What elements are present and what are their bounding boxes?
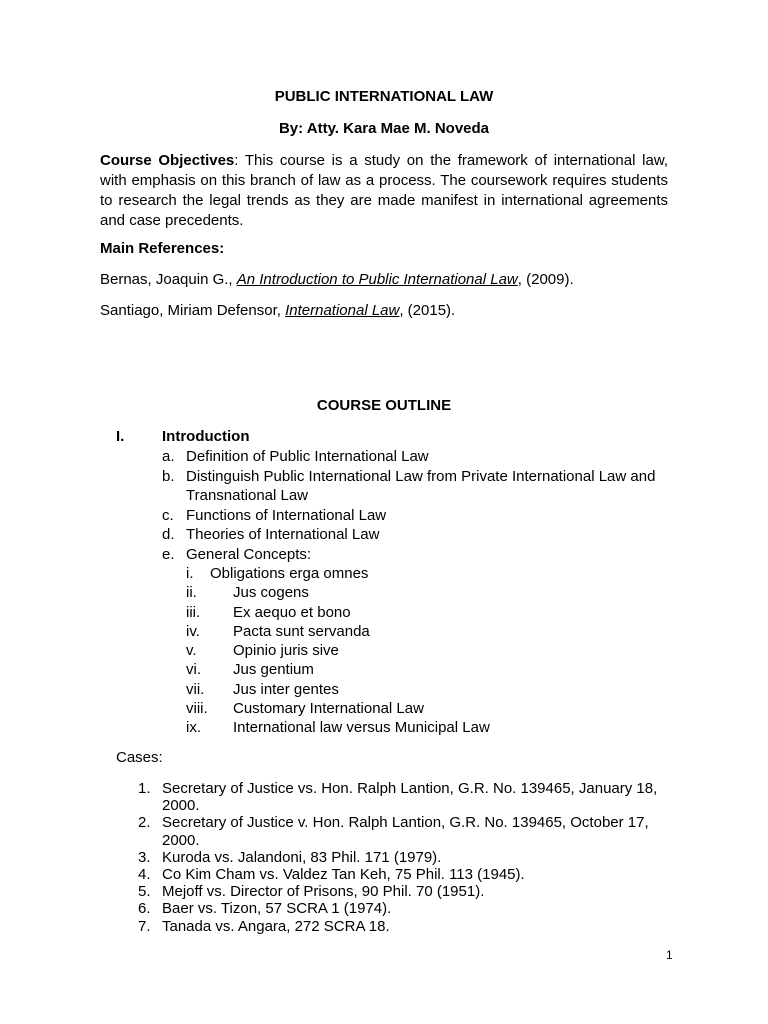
case-number: 3. [138, 848, 151, 866]
outline-marker: e. [162, 545, 175, 563]
cases-list [138, 780, 678, 935]
reference-tail: , (2015). [399, 302, 456, 319]
reference-item [100, 271, 680, 288]
concept-text: Opinio juris sive [233, 642, 339, 660]
case-text: Baer vs. Tizon, 57 SCRA 1 (1974). [162, 900, 392, 918]
concept-item [186, 564, 682, 583]
reference-title: An Introduction to Public International Law [236, 271, 518, 288]
concept-text: Obligations erga omnes [210, 565, 369, 582]
reference-tail: , (2009). [517, 271, 574, 288]
case-text: Secretary of Justice vs. Hon. Ralph Lantion, G.R. No. 139465, January 18, 2000. [162, 780, 658, 815]
concept-text: Jus gentium [233, 661, 314, 679]
concept-marker: viii. [186, 700, 208, 718]
case-item [138, 866, 678, 883]
outline-item [162, 506, 682, 526]
section-number: I. [116, 428, 125, 445]
concept-item [186, 583, 682, 602]
concept-marker: ix. [186, 719, 201, 737]
case-item [138, 883, 678, 900]
section-title: Introduction [162, 428, 250, 445]
outline-text: Functions of International Law [186, 506, 387, 524]
case-text: Secretary of Justice v. Hon. Ralph Lantion, G.R. No. 139465, October 17, 2000. [162, 814, 649, 849]
case-item [138, 918, 678, 935]
concept-item [186, 660, 682, 679]
concept-marker: vii. [186, 680, 205, 698]
outline-marker: d. [162, 526, 175, 543]
case-number: 7. [138, 917, 151, 935]
concept-item [186, 622, 682, 641]
reference-author: Bernas, Joaquin G., [100, 271, 237, 288]
outline-text: Distinguish Public International Law from Private International Law and Transnational Law [186, 467, 656, 504]
concept-text: International law versus Municipal Law [233, 719, 490, 737]
course-objectives [100, 151, 668, 231]
outline-item [162, 467, 682, 506]
case-item [138, 780, 678, 814]
outline-item [162, 545, 682, 738]
document-title: PUBLIC INTERNATIONAL LAW [274, 88, 494, 105]
outline-marker: a. [162, 448, 175, 465]
outline-text: General Concepts: [186, 545, 312, 563]
concept-text: Jus inter gentes [233, 680, 339, 698]
case-number: 4. [138, 866, 151, 884]
reference-title: International Law [285, 302, 400, 319]
outline-text: Definition of Public International Law [186, 448, 429, 465]
outline-heading: COURSE OUTLINE [316, 397, 452, 414]
document-author: By: Atty. Kara Mae M. Noveda [278, 120, 490, 137]
outline-list [162, 447, 682, 738]
outline-text: Theories of International Law [186, 526, 380, 543]
case-item [138, 814, 678, 848]
concept-marker: i. [186, 565, 194, 582]
concept-marker: ii. [186, 584, 197, 602]
reference-item [100, 302, 680, 319]
references-heading: Main References: [100, 240, 225, 257]
case-text: Mejoff vs. Director of Prisons, 90 Phil. 70 (1951). [162, 883, 485, 901]
objectives-text: : This course is a study on the framework of international law, with emphasis on this branch of law as a process. The coursework requires students to research the legal trends as they are made manifest in international agreements and case precedents. [100, 152, 668, 229]
objectives-label: Course Objectives [100, 152, 235, 169]
concept-marker: v. [186, 642, 197, 660]
concept-item [186, 680, 682, 699]
outline-marker: c. [162, 506, 174, 524]
outline-item [162, 447, 682, 467]
case-number: 2. [138, 814, 151, 832]
case-item [138, 900, 678, 917]
case-text: Tanada vs. Angara, 272 SCRA 18. [162, 917, 390, 935]
cases-label: Cases: [116, 749, 163, 766]
concept-item [186, 641, 682, 660]
case-text: Kuroda vs. Jalandoni, 83 Phil. 171 (1979). [162, 848, 442, 866]
outline-item [162, 525, 682, 545]
reference-author: Santiago, Miriam Defensor, [100, 302, 286, 319]
case-text: Co Kim Cham vs. Valdez Tan Keh, 75 Phil. 113 (1945). [162, 866, 525, 884]
concept-text: Ex aequo et bono [233, 603, 351, 621]
page-number: 1 [666, 948, 673, 962]
concept-text: Customary International Law [233, 700, 424, 718]
outline-marker: b. [162, 467, 175, 485]
concepts-list [186, 564, 682, 738]
case-item [138, 849, 678, 866]
concept-item [186, 718, 682, 737]
concept-item [186, 699, 682, 718]
concept-marker: iii. [186, 603, 201, 621]
case-number: 5. [138, 883, 151, 901]
case-number: 1. [138, 780, 151, 797]
concept-text: Pacta sunt servanda [233, 622, 370, 640]
concept-text: Jus cogens [233, 584, 309, 602]
concept-marker: vi. [186, 661, 201, 679]
concept-marker: iv. [186, 622, 200, 640]
concept-item [186, 603, 682, 622]
case-number: 6. [138, 900, 151, 918]
